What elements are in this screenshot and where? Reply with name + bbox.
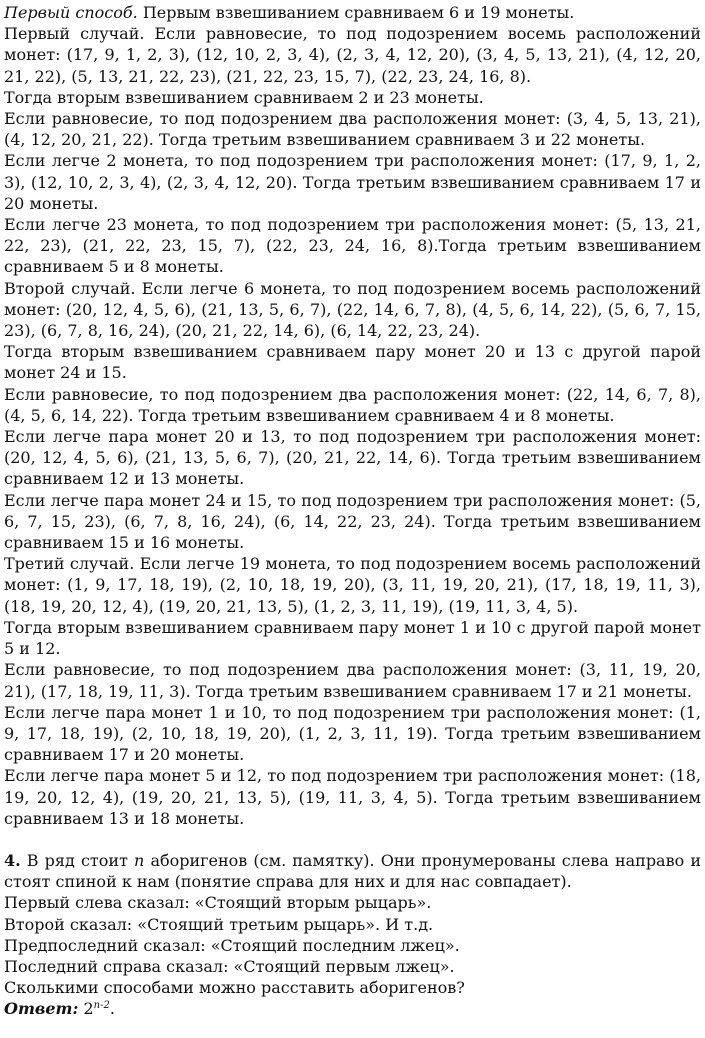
problem-line: Предпоследний сказал: «Стоящий последним лжец». xyxy=(4,935,460,955)
answer-line xyxy=(4,998,701,1019)
answer-base: 2 xyxy=(83,999,94,1019)
problem-question: Сколькими способами можно расставить аборигенов? xyxy=(4,978,465,998)
problem-statement xyxy=(4,850,701,892)
paragraph: Если равновесие, то под подозрением два расположения монет: (22, 14, 6, 7, 8), (4, 5, 6, 14, 22). Тогда третьим взвешиванием сравниваем 4 и 8 монеты. xyxy=(4,384,701,425)
intro-text: Первым взвешиванием сравниваем 6 и 19 монеты. xyxy=(137,3,575,22)
paragraph: Если равновесие, то под подозрением два расположения монет: (3, 4, 5, 13, 21), (4, 12, 20, 21, 22). Тогда третьим взвешиванием сравниваем 3 и 22 монеты. xyxy=(4,109,701,150)
answer-end: . xyxy=(109,999,115,1019)
paragraph: Если легче пара монет 24 и 15, то под подозрением три расположения монет: (5, 6, 7, 15, 23), (6, 7, 8, 16, 24), (6, 14, 22, 23, 24). Тогда третьим взвешиванием сравниваем 15 и 16 монеты. xyxy=(4,490,701,553)
problem-line: Первый слева сказал: «Стоящий вторым рыцарь». xyxy=(4,893,432,913)
section-gap xyxy=(4,829,701,850)
paragraph: Если легче 2 монета, то под подозрением три расположения монет: (17, 9, 1, 2, 3), (12, 10, 2, 3, 4), (2, 3, 4, 12, 20). Тогда третьим взвешиванием сравниваем 17 и 20 монеты. xyxy=(4,151,701,213)
method-label: Первый способ. xyxy=(4,3,138,22)
problem-number: 4. xyxy=(4,850,21,870)
problem-text-start: В ряд стоит xyxy=(20,850,135,870)
paragraph: Третий случай. Если легче 19 монета, то под подозрением восемь расположений монет: (1, 9, 17, 18, 19), (2, 10, 18, 19, 20), (3, 11, 19, 20, 21), (17, 18, 19, 11, 3), (18, 19, 20, 12, 4), (19, 20, 21, 13, 5), (1, 2, 3, 11, 19), (19, 11, 3, 4, 5). xyxy=(4,554,701,616)
problem-line: Последний справа сказал: «Стоящий первым лжец». xyxy=(4,956,455,976)
paragraph: Тогда вторым взвешиванием сравниваем 2 и 23 монеты. xyxy=(4,87,484,107)
paragraph: Тогда вторым взвешиванием сравниваем пару монет 1 и 10 с другой парой монет 5 и 12. xyxy=(4,617,701,659)
paragraph: Если легче пара монет 1 и 10, то под подозрением три расположения монет: (1, 9, 17, 18, 19), (2, 10, 18, 19, 20), (1, 2, 3, 11, 19). Тогда третьим взвешиванием сравниваем 17 и 20 монеты. xyxy=(4,702,701,765)
paragraph: Если равновесие, то под подозрением два расположения монет: (3, 11, 19, 20, 21), (17, 18, 19, 11, 3). Тогда третьим взвешиванием сравниваем 17 и 21 монеты. xyxy=(4,660,701,701)
paragraph: Если легче пара монет 5 и 12, то под подозрением три расположения монет: (18, 19, 20, 12, 4), (19, 20, 21, 13, 5), (19, 11, 3, 4, 5). Тогда третьим взвешиванием сравниваем 13 и 18 монеты. xyxy=(4,766,701,828)
problem-text-end: аборигенов (см. памятку). Они пронумерованы слева направо и стоят спиной к нам (понятие справа для них и для нас совпадает). xyxy=(4,850,702,892)
paragraph: Если легче 23 монета, то под подозрением три расположения монет: (5, 13, 21, 22, 23), (21, 22, 23, 15, 7), (22, 23, 24, 16, 8).Тогда третьим взвешиванием сравниваем 5 и 8 монеты. xyxy=(4,215,701,277)
answer-exponent: n-2 xyxy=(93,1000,110,1012)
problem-line: Второй сказал: «Стоящий третьим рыцарь». И т.д. xyxy=(4,914,434,934)
paragraph: Если легче пара монет 20 и 13, то под подозрением три расположения монет: (20, 12, 4, 5, 6), (21, 13, 5, 6, 7), (20, 21, 22, 14, 6). Тогда третьим взвешиванием сравниваем 12 и 13 монеты. xyxy=(4,427,701,489)
paragraph: Тогда вторым взвешиванием сравниваем пару монет 20 и 13 с другой парой монет 24 и 15. xyxy=(4,342,701,383)
paragraph: Первый случай. Если равновесие, то под подозрением восемь расположений монет: (17, 9, 1, 2, 3), (12, 10, 2, 3, 4), (2, 3, 4, 12, 20), (3, 4, 5, 13, 21), (4, 12, 20, 21, 22), (5, 13, 21, 22, 23), (21, 22, 23, 15, 7), (22, 23, 24, 16, 8). xyxy=(4,24,701,86)
solution-intro xyxy=(4,2,701,23)
paragraph: Второй случай. Если легче 6 монета, то под подозрением восемь расположений монет: (20, 12, 4, 5, 6), (21, 13, 5, 6, 7), (22, 14, 6, 7, 8), (4, 5, 6, 14, 22), (5, 6, 7, 15, 23), (6, 7, 8, 16, 24), (20, 21, 22, 14, 6), (6, 14, 22, 23, 24). xyxy=(4,278,701,341)
answer-label: Ответ: xyxy=(4,999,79,1019)
variable-n: n xyxy=(134,850,145,870)
